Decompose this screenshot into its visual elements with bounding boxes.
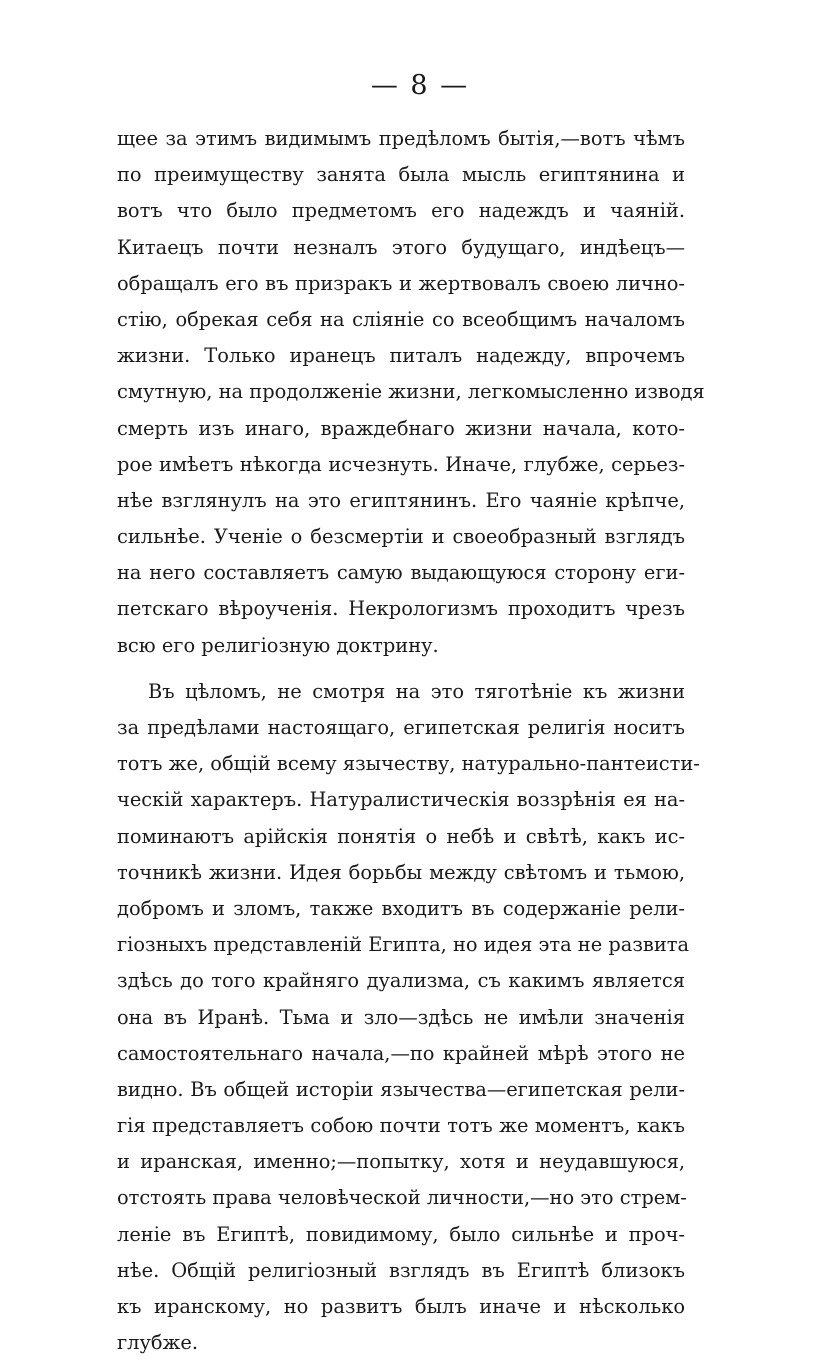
text-line: добромъ и зломъ, также входитъ въ содержаніе рели- <box>117 896 685 920</box>
text-line: здѣсь до того крайняго дуализма, съ какимъ является <box>117 969 685 993</box>
text-line: самостоятельнаго начала,—по крайней мѣрѣ этого не <box>117 1041 685 1065</box>
text-line: смутную, на продолженіе жизни, легкомысленно изводя <box>117 380 705 404</box>
text-line: глубже. <box>117 1331 199 1355</box>
text-line: петскаго вѣроученія. Некрологизмъ проходитъ чрезъ <box>117 597 685 621</box>
text-line: за предѣлами настоящаго, египетская религія носитъ <box>117 716 685 739</box>
text-line: жизни. Только иранецъ питалъ надежду, впрочемъ <box>117 344 685 368</box>
text-line: отстоять права человѣческой личности,—но это стрем- <box>117 1186 687 1210</box>
text-line: по преимуществу занята была мысль египтянина и <box>117 163 685 187</box>
text-line: щее за этимъ видимымъ предѣломъ бытія,—вотъ чѣмъ <box>117 127 685 150</box>
text-line: смерть изъ инаго, враждебнаго жизни начала, кото- <box>117 416 685 440</box>
text-line: Китаецъ почти незналъ этого будущаго, индѣецъ— <box>117 235 685 259</box>
text-line: и иранская, именно;—попытку, хотя и неудавшуюся, <box>117 1150 685 1174</box>
text-line: обращалъ его въ призракъ и жертвовалъ своею лично- <box>117 271 685 295</box>
text-line: она въ Иранѣ. Тьма и зло—здѣсь не имѣли значенія <box>117 1005 685 1029</box>
text-line: ческій характеръ. Натуралистическія воззрѣнія ея на- <box>117 788 685 812</box>
text-line: на него составляетъ самую выдающуюся сторону еги- <box>117 561 685 585</box>
text-line: нѣе взглянулъ на это египтянинъ. Его чаяніе крѣпче, <box>117 488 685 512</box>
text-line: вотъ что было предметомъ его надеждъ и чаяній. <box>117 199 685 223</box>
text-line: поминаютъ арійскія понятія о небѣ и свѣтѣ, какъ ис- <box>117 824 685 848</box>
text-line: нѣе. Общій религіозный взглядъ въ Египтѣ близокъ <box>117 1258 685 1282</box>
text-line: видно. Въ общей исторіи язычества—египетская рели- <box>117 1077 685 1101</box>
text-line: гіозныхъ представленій Египта, но идея эта не развита <box>117 933 690 957</box>
text-line: стію, обрекая себя на сліяніе со всеобщимъ началомъ <box>117 307 685 331</box>
text-line: точникѣ жизни. Идея борьбы между свѣтомъ и тьмою, <box>117 860 685 884</box>
paragraph-2 <box>117 674 700 1361</box>
text-line: Въ цѣломъ, не смотря на это тяготѣніе къ жизни <box>148 679 685 703</box>
text-line: всю его религіозную доктрину. <box>117 633 439 657</box>
page-number: — 8 — <box>370 70 470 101</box>
text-line: леніе въ Египтѣ, повидимому, было сильнѣе и проч- <box>117 1222 685 1246</box>
text-line: гія представляетъ собою почти тотъ же моментъ, какъ <box>117 1114 685 1138</box>
text-line: сильнѣе. Ученіе о безсмертіи и своеобразный взглядъ <box>117 525 685 549</box>
paragraph-1 <box>117 121 705 664</box>
body-text <box>117 121 705 1361</box>
text-line: къ иранскому, но развитъ былъ иначе и нѣсколько <box>117 1295 685 1318</box>
text-line: тотъ же, общій всему язычеству, натурально-пантеисти- <box>117 752 700 776</box>
text-line: рое имѣетъ нѣкогда исчезнуть. Иначе, глубже, серьез- <box>117 452 685 476</box>
